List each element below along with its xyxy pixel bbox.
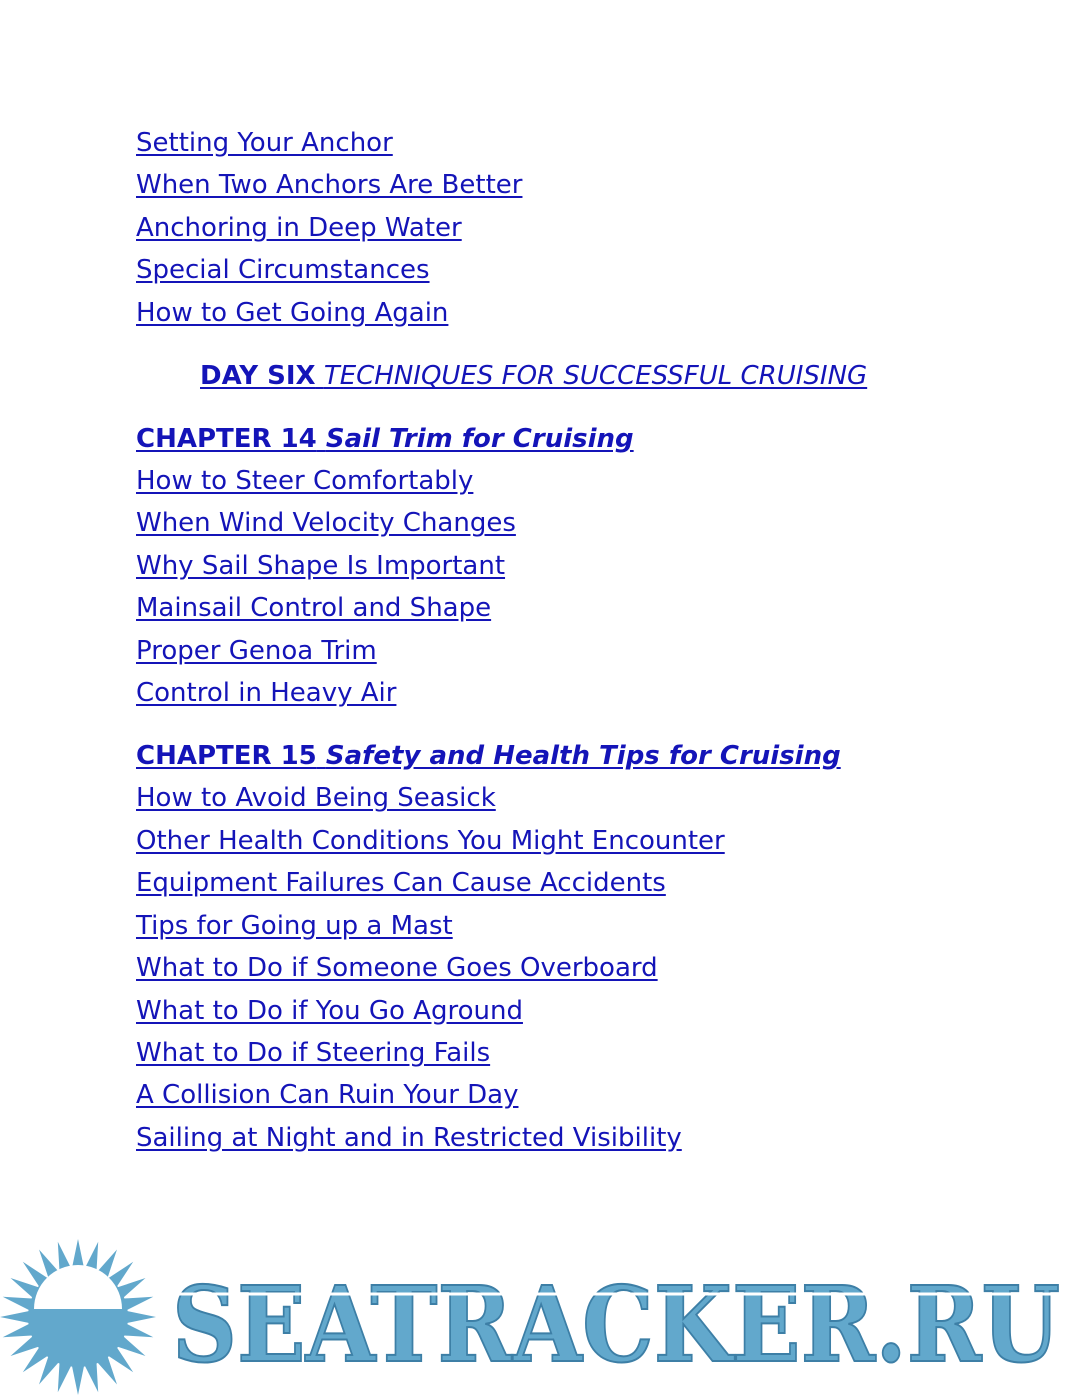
chapter-15-heading[interactable] (136, 735, 1036, 777)
toc-link-sail-shape[interactable]: Why Sail Shape Is Important (136, 550, 506, 581)
chapter-14-title: Sail Trim for Cruising (325, 424, 634, 455)
table-of-contents (136, 122, 1036, 1159)
toc-link-aground[interactable]: What to Do if You Go Aground (136, 995, 523, 1026)
toc-link-health-conditions[interactable]: Other Health Conditions You Might Encounter (136, 825, 725, 856)
toc-link-wind-velocity[interactable]: When Wind Velocity Changes (136, 508, 516, 539)
toc-link-deep-water[interactable]: Anchoring in Deep Water (136, 212, 462, 243)
toc-link-setting-your-anchor[interactable]: Setting Your Anchor (136, 128, 393, 158)
toc-link-mainsail-control[interactable]: Mainsail Control and Shape (136, 593, 492, 624)
toc-link-seasick[interactable]: How to Avoid Being Seasick (136, 783, 496, 814)
toc-link-equipment-failures[interactable]: Equipment Failures Can Cause Accidents (136, 868, 666, 899)
toc-link-night-sailing[interactable]: Sailing at Night and in Restricted Visibility (136, 1122, 682, 1153)
toc-link-going-up-mast[interactable]: Tips for Going up a Mast (136, 910, 453, 941)
toc-link-get-going-again[interactable]: How to Get Going Again (136, 297, 449, 328)
toc-link-heavy-air[interactable]: Control in Heavy Air (136, 678, 397, 709)
toc-link-genoa-trim[interactable]: Proper Genoa Trim (136, 635, 377, 666)
section-gap (136, 334, 1036, 355)
section-gap (136, 714, 1036, 735)
chapter-14-label: CHAPTER 14 (136, 424, 317, 455)
chapter-14-heading[interactable] (136, 418, 1036, 460)
toc-link-two-anchors[interactable]: When Two Anchors Are Better (136, 170, 523, 201)
day-six-heading[interactable] (200, 355, 1036, 397)
toc-link-special-circumstances[interactable]: Special Circumstances (136, 255, 430, 286)
day-six-label: DAY SIX (200, 361, 316, 392)
sun-icon (0, 1239, 156, 1395)
toc-link-overboard[interactable]: What to Do if Someone Goes Overboard (136, 953, 658, 984)
watermark-logo (0, 1236, 1080, 1397)
watermark-text: SEATRACKER.RU (172, 1263, 1060, 1386)
chapter-15-label: CHAPTER 15 (136, 741, 317, 772)
toc-link-steering-fails[interactable]: What to Do if Steering Fails (136, 1037, 491, 1068)
chapter-15-title: Safety and Health Tips for Cruising (325, 741, 841, 772)
section-gap (136, 397, 1036, 418)
day-six-title: TECHNIQUES FOR SUCCESSFUL CRUISING (323, 361, 868, 392)
toc-link-collision[interactable]: A Collision Can Ruin Your Day (136, 1080, 519, 1111)
toc-link-steer-comfortably[interactable]: How to Steer Comfortably (136, 466, 474, 497)
